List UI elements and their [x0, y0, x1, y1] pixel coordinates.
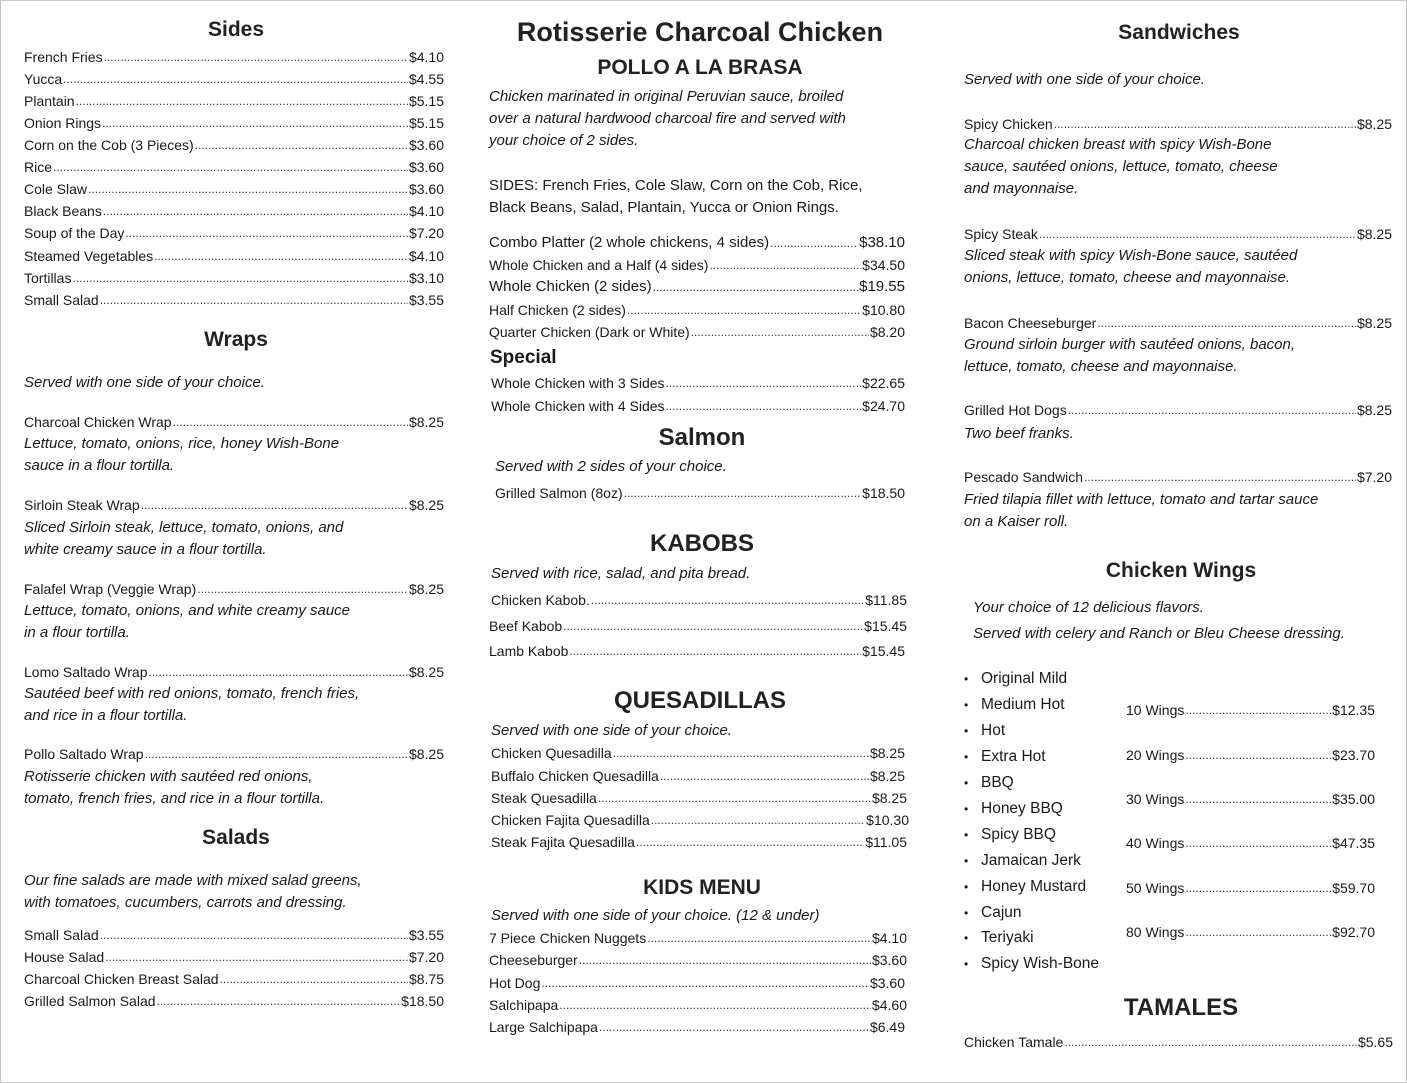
menu-item: Quarter Chicken (Dark or White) ..... $8.20 [489, 323, 905, 341]
menu-item: Salchipapa ..... $4.60 [489, 996, 907, 1014]
sandwiches-heading: Sandwiches [1118, 21, 1240, 44]
wing-size-item: 40 Wings ..... $47.35 [1126, 834, 1375, 852]
sides-list: Black Beans, Salad, Plantain, Yucca or Onion Rings. [489, 199, 839, 216]
menu-item: Onion Rings ..... $5.15 [24, 114, 444, 132]
menu-item: Lamb Kabob ..... $15.45 [489, 642, 905, 660]
menu-item: Whole Chicken and a Half (4 sides) ..... $34.50 [489, 256, 905, 274]
item-description: and rice in a flour tortilla. [24, 707, 188, 724]
flavor-item: • Cajun [964, 904, 1022, 921]
salads-note: with tomatoes, cucumbers, carrots and dressing. [24, 894, 347, 911]
wing-size-item: 50 Wings ..... $59.70 [1126, 879, 1375, 897]
item-description: lettuce, tomato, cheese and mayonnaise. [964, 358, 1238, 375]
flavor-item: • Original Mild [964, 670, 1068, 687]
salads-heading: Salads [202, 826, 270, 849]
wraps-heading: Wraps [204, 328, 268, 351]
menu-item: Pollo Saltado Wrap ..... $8.25 [24, 745, 444, 763]
menu-item: Hot Dog ..... $3.60 [489, 974, 905, 992]
menu-item: Black Beans ..... $4.10 [24, 202, 444, 220]
menu-item: Tortillas ..... $3.10 [24, 269, 444, 287]
chicken-description: over a natural hardwood charcoal fire and served with [489, 110, 846, 127]
menu-item: Small Salad ..... $3.55 [24, 926, 444, 944]
menu-item: Grilled Salmon Salad ..... $18.50 [24, 992, 444, 1010]
menu-item: Chicken Fajita Quesadilla ..... $10.30 [491, 811, 909, 829]
salads-note: Our fine salads are made with mixed salad greens, [24, 872, 362, 889]
wing-size-item: 80 Wings ..... $92.70 [1126, 923, 1375, 941]
menu-item: Whole Chicken with 4 Sides ..... $24.70 [491, 397, 905, 415]
salmon-heading: Salmon [658, 424, 746, 451]
menu-item: Combo Platter (2 whole chickens, 4 sides) ..... $38.10 [489, 234, 905, 252]
flavor-item: • Hot [964, 722, 1006, 739]
kabobs-heading: KABOBS [649, 530, 755, 557]
quesadillas-note: Served with one side of your choice. [491, 722, 732, 739]
menu-item: Bacon Cheeseburger ..... $8.25 [964, 314, 1392, 332]
wraps-note: Served with one side of your choice. [24, 374, 265, 391]
menu-item: Grilled Salmon (8oz) ..... $18.50 [495, 484, 905, 502]
item-description: in a flour tortilla. [24, 624, 130, 641]
menu-item: Buffalo Chicken Quesadilla ..... $8.25 [491, 767, 905, 785]
kabobs-note: Served with rice, salad, and pita bread. [491, 565, 751, 582]
menu-item: Small Salad ..... $3.55 [24, 291, 444, 309]
item-description: Ground sirloin burger with sautéed onions, bacon, [964, 336, 1296, 353]
flavor-item: • Honey Mustard [964, 878, 1087, 895]
item-description: tomato, french fries, and rice in a flour tortilla. [24, 790, 325, 807]
flavor-item: • Jamaican Jerk [964, 852, 1081, 869]
flavor-item: • Extra Hot [964, 748, 1046, 765]
menu-item: Charcoal Chicken Breast Salad ..... $8.75 [24, 970, 444, 988]
menu-item: Chicken Quesadilla ..... $8.25 [491, 744, 905, 762]
menu-item: Cheeseburger ..... $3.60 [489, 951, 907, 969]
wing-size-item: 20 Wings ..... $23.70 [1126, 746, 1375, 764]
item-description: Sliced Sirloin steak, lettuce, tomato, onions, and [24, 519, 344, 536]
wing-size-item: 10 Wings ..... $12.35 [1126, 701, 1375, 719]
menu-item: Lomo Saltado Wrap ..... $8.25 [24, 663, 444, 681]
menu-item: Chicken Tamale ..... $5.65 [964, 1033, 1393, 1051]
menu-item: Whole Chicken with 3 Sides ..... $22.65 [491, 374, 905, 392]
menu-item: Half Chicken (2 sides) ..... $10.80 [489, 301, 905, 319]
menu-item: Chicken Kabob. ..... $11.85 [491, 591, 907, 609]
item-description: Lettuce, tomato, onions, and white creamy sauce [24, 602, 351, 619]
menu-item: Corn on the Cob (3 Pieces) ..... $3.60 [24, 136, 444, 154]
menu-item: Grilled Hot Dogs ..... $8.25 [964, 401, 1392, 419]
menu-item: House Salad ..... $7.20 [24, 948, 444, 966]
tamales-heading: TAMALES [1123, 994, 1239, 1021]
menu-item: Soup of the Day ..... $7.20 [24, 224, 444, 242]
item-description: Lettuce, tomato, onions, rice, honey Wish-Bone [24, 435, 340, 452]
menu-item: Steamed Vegetables ..... $4.10 [24, 247, 444, 265]
menu-item: Plantain ..... $5.15 [24, 92, 444, 110]
menu-item: Steak Quesadilla ..... $8.25 [491, 789, 907, 807]
item-description: and mayonnaise. [964, 180, 1079, 197]
flavor-item: • Teriyaki [964, 929, 1034, 946]
item-description: sauce in a flour tortilla. [24, 457, 175, 474]
page-title: Rotisserie Charcoal Chicken [516, 17, 884, 47]
page-subtitle: POLLO A LA BRASA [597, 56, 803, 79]
menu-item: 7 Piece Chicken Nuggets ..... $4.10 [489, 929, 907, 947]
item-description: onions, lettuce, tomato, cheese and mayonnaise. [964, 269, 1291, 286]
special-heading: Special [490, 347, 557, 368]
item-description: Rotisserie chicken with sautéed red onions, [24, 768, 313, 785]
menu-item: Whole Chicken (2 sides) ..... $19.55 [489, 278, 905, 296]
kids-menu-heading: KIDS MENU [643, 876, 761, 899]
chicken-wings-heading: Chicken Wings [1105, 559, 1257, 582]
flavor-item: • Spicy Wish-Bone [964, 955, 1100, 972]
item-description: Sautéed beef with red onions, tomato, french fries, [24, 685, 360, 702]
menu-item: Sirloin Steak Wrap ..... $8.25 [24, 496, 444, 514]
chicken-description: your choice of 2 sides. [489, 132, 639, 149]
sandwiches-note: Served with one side of your choice. [964, 71, 1205, 88]
quesadillas-heading: QUESADILLAS [613, 687, 787, 714]
menu-item: Rice ..... $3.60 [24, 158, 444, 176]
menu-item: Beef Kabob ..... $15.45 [489, 617, 907, 635]
item-description: Charcoal chicken breast with spicy Wish-Bone [964, 136, 1272, 153]
menu-item: French Fries ..... $4.10 [24, 48, 444, 66]
chicken-description: Chicken marinated in original Peruvian sauce, broiled [489, 88, 844, 105]
item-description: white creamy sauce in a flour tortilla. [24, 541, 267, 558]
menu-item: Steak Fajita Quesadilla ..... $11.05 [491, 833, 907, 851]
flavor-item: • Medium Hot [964, 696, 1065, 713]
menu-item: Pescado Sandwich ..... $7.20 [964, 468, 1392, 486]
flavor-item: • Honey BBQ [964, 800, 1063, 817]
menu-item: Cole Slaw ..... $3.60 [24, 180, 444, 198]
sides-heading: Sides [207, 18, 265, 41]
flavor-item: • BBQ [964, 774, 1014, 791]
item-description: Sliced steak with spicy Wish-Bone sauce, sautéed [964, 247, 1298, 264]
menu-item: Charcoal Chicken Wrap ..... $8.25 [24, 413, 444, 431]
wings-note: Served with celery and Ranch or Bleu Cheese dressing. [973, 625, 1345, 642]
item-description: Two beef franks. [964, 425, 1074, 442]
menu-item: Yucca ..... $4.55 [24, 70, 444, 88]
item-description: sauce, sautéed onions, lettuce, tomato, cheese [964, 158, 1278, 175]
menu-item: Large Salchipapa ..... $6.49 [489, 1018, 905, 1036]
sides-list: SIDES: French Fries, Cole Slaw, Corn on the Cob, Rice, [489, 177, 863, 194]
menu-item: Spicy Chicken ..... $8.25 [964, 115, 1392, 133]
flavor-item: • Spicy BBQ [964, 826, 1056, 843]
wings-note: Your choice of 12 delicious flavors. [973, 599, 1204, 616]
item-description: on a Kaiser roll. [964, 513, 1069, 530]
menu-item: Spicy Steak ..... $8.25 [964, 225, 1392, 243]
salmon-note: Served with 2 sides of your choice. [495, 458, 727, 475]
wing-size-item: 30 Wings ..... $35.00 [1126, 790, 1375, 808]
kids-note: Served with one side of your choice. (12 & under) [491, 907, 820, 924]
item-description: Fried tilapia fillet with lettuce, tomato and tartar sauce [964, 491, 1319, 508]
menu-item: Falafel Wrap (Veggie Wrap) ..... $8.25 [24, 580, 444, 598]
